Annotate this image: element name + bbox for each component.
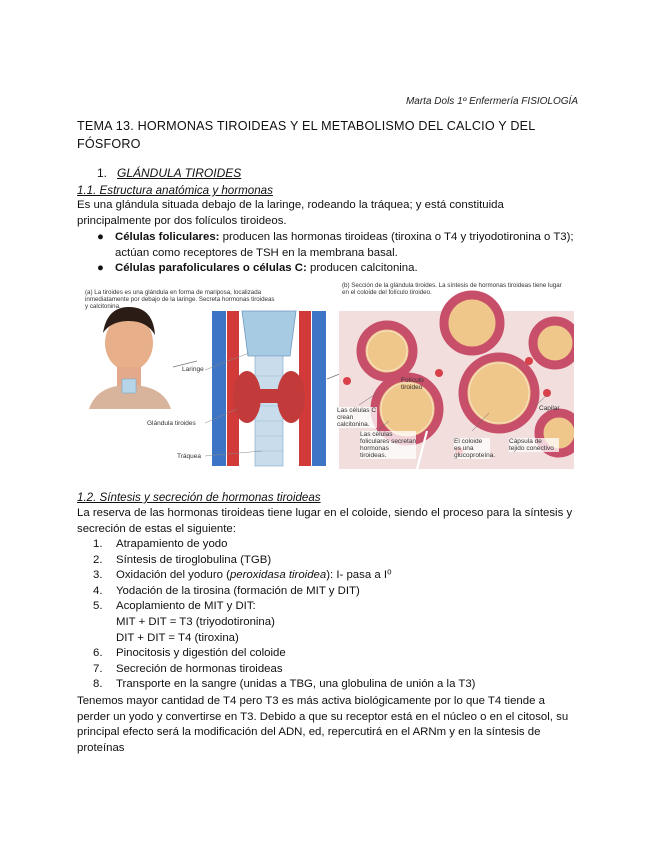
- formula-line: MIT + DIT = T3 (triyodotironina): [116, 615, 275, 628]
- section-heading: [97, 166, 241, 180]
- label-foliculo: Folículo tiroideo: [401, 377, 424, 391]
- cell-types-list: [95, 230, 575, 277]
- label-capsula: Cápsula de tejido conectivo: [509, 438, 559, 452]
- list-item: 7. Secreción de hormonas tiroideas: [93, 662, 283, 675]
- intro-paragraph: Es una glándula situada debajo de la laringe, rodeando la tráquea; y está constituida principalmente por dos folículos tiroideos.: [77, 199, 504, 227]
- list-item: 6. Pinocitosis y digestión del coloide: [93, 647, 286, 660]
- label-glandula: Glándula tiroides: [147, 420, 196, 427]
- label-laringe: Laringe: [182, 366, 204, 373]
- list-item: ● Células foliculares: producen las hormonas tiroideas (tiroxina o T4 y triyodotironina o T3); actúan como receptores de TSH en la membrana basal.: [97, 231, 574, 259]
- closing-paragraph: Tenemos mayor cantidad de T4 pero T3 es más activa biológicamente por lo que T4 tiende a perder un yodo y convertirse en T3. Debido a que su receptor está en el núcleo o en el citosol, su principal efecto será la modificación del ADN, ed, repercutirá en el ARNm y en la síntesis de proteínas: [77, 695, 569, 754]
- list-item: ● Células parafoliculares o células C: producen calcitonina.: [97, 262, 418, 275]
- synthesis-steps-list: [93, 537, 573, 693]
- label-foliculares: Las células foliculares secretan hormonas tiroideas.: [360, 431, 416, 459]
- thyroid-figure: [77, 281, 574, 469]
- list-item: 5. Acoplamiento de MIT y DIT:: [93, 600, 256, 613]
- label-traquea: Tráquea: [177, 453, 201, 460]
- subsection-heading-1-1: 1.1. Estructura anatómica y hormonas: [77, 184, 273, 197]
- list-item: 8. Transporte en la sangre (unidas a TBG, una globulina de unión a la T3): [93, 678, 476, 691]
- section-title: GLÁNDULA TIROIDES: [117, 166, 242, 180]
- list-item: 4. Yodación de la tirosina (formación de MIT y DIT): [93, 584, 360, 597]
- figure-caption-b: (b) Sección de la glándula tiroides. La síntesis de hormonas tiroideas tiene lugar en el coloide del folículo tiroideo.: [342, 282, 562, 296]
- label-capilar: Capilar: [539, 405, 560, 412]
- section-number: 1.: [97, 166, 108, 180]
- list-item: 3. Oxidación del yoduro (peroxidasa tiroidea): I- pasa a I⁰: [93, 569, 392, 582]
- formula-line: DIT + DIT = T4 (tiroxina): [116, 631, 239, 644]
- label-coloide: El coloide es una glucoproteína.: [454, 438, 496, 459]
- figure-caption-a: (a) La tiroides es una glándula en forma de mariposa, localizada inmediatamente por debajo de la laringe. Secreta hormonas tiroideas y calcitonina.: [85, 289, 275, 310]
- label-celulas-c: Las células C crean calcitonina.: [337, 407, 377, 428]
- page-title: TEMA 13. HORMONAS TIROIDEAS Y EL METABOLISMO DEL CALCIO Y DEL FÓSFORO: [77, 119, 536, 151]
- subsection-heading-1-2: 1.2. Síntesis y secreción de hormonas tiroideas: [77, 491, 321, 504]
- list-item: 2. Síntesis de tiroglobulina (TGB): [93, 553, 272, 566]
- list-item: 1. Atrapamiento de yodo: [93, 538, 228, 550]
- author-header: Marta Dols 1º Enfermería FISIOLOGÍA: [405, 96, 578, 107]
- synthesis-intro: La reserva de las hormonas tiroideas tiene lugar en el coloide, siendo el proceso para la síntesis y secreción de estas el siguiente:: [77, 507, 573, 535]
